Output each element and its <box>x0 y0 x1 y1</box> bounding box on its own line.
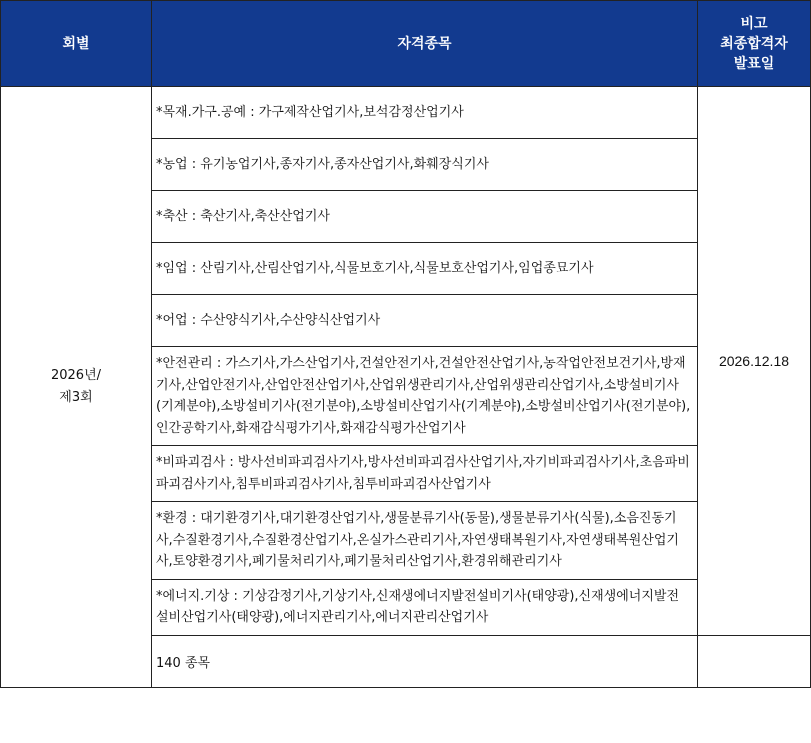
table-header-row <box>1 1 811 87</box>
qualification-item: *목재.가구.공예 : 가구제작산업기사,보석감정산업기사 <box>152 87 698 139</box>
qualification-item: *환경 : 대기환경기사,대기환경산업기사,생물분류기사(동물),생물분류기사(식물),소음진동기사,수질환경기사,수질환경산업기사,온실가스관리기사,자연생태복원기사,자연생태복원산업기사,토양환경기사,폐기물처리기사,폐기물처리산업기사,환경위해관리기사 <box>152 502 698 580</box>
round-year: 2026년/ <box>50 367 102 383</box>
header-announcement-line2: 발표일 <box>733 55 775 72</box>
qualification-item: *비파괴검사 : 방사선비파괴검사기사,방사선비파괴검사산업기사,자기비파괴검사기사,초음파비파괴검사기사,침투비파괴검사기사,침투비파괴검사산업기사 <box>152 446 698 502</box>
header-remarks <box>698 1 811 87</box>
qualification-item: *축산 : 축산기사,축산산업기사 <box>152 191 698 243</box>
header-remarks-label: 비고 <box>740 15 768 32</box>
header-qualification: 자격종목 <box>152 1 698 87</box>
announcement-date: 2026.12.18 <box>698 87 811 636</box>
qualification-item: *안전관리 : 가스기사,가스산업기사,건설안전기사,건설안전산업기사,농작업안전보건기사,방재기사,산업안전기사,산업안전산업기사,산업위생관리기사,산업위생관리산업기사,소방설비기사(기계분야),소방설비기사(전기분야),소방설비산업기사(기계분야),소방설비산업기사(전기분야),인간공학기사,화재감식평가기사,화재감식평가산업기사 <box>152 347 698 446</box>
header-round: 회별 <box>1 1 152 87</box>
qualification-item: *임업 : 산림기사,산림산업기사,식물보호기사,식물보호산업기사,임업종묘기사 <box>152 243 698 295</box>
qualification-item: *농업 : 유기농업기사,종자기사,종자산업기사,화훼장식기사 <box>152 139 698 191</box>
total-count: 140 종목 <box>152 635 698 687</box>
qualification-item: *어업 : 수산양식기사,수산양식산업기사 <box>152 295 698 347</box>
table-row <box>1 87 811 139</box>
header-announcement-line1: 최종합격자 <box>720 35 788 52</box>
empty-cell <box>698 635 811 687</box>
round-cell <box>1 87 152 688</box>
round-session: 제3회 <box>59 389 93 405</box>
qualification-item: *에너지.기상 : 기상감정기사,기상기사,신재생에너지발전설비기사(태양광),신재생에너지발전설비산업기사(태양광),에너지관리기사,에너지관리산업기사 <box>152 579 698 635</box>
